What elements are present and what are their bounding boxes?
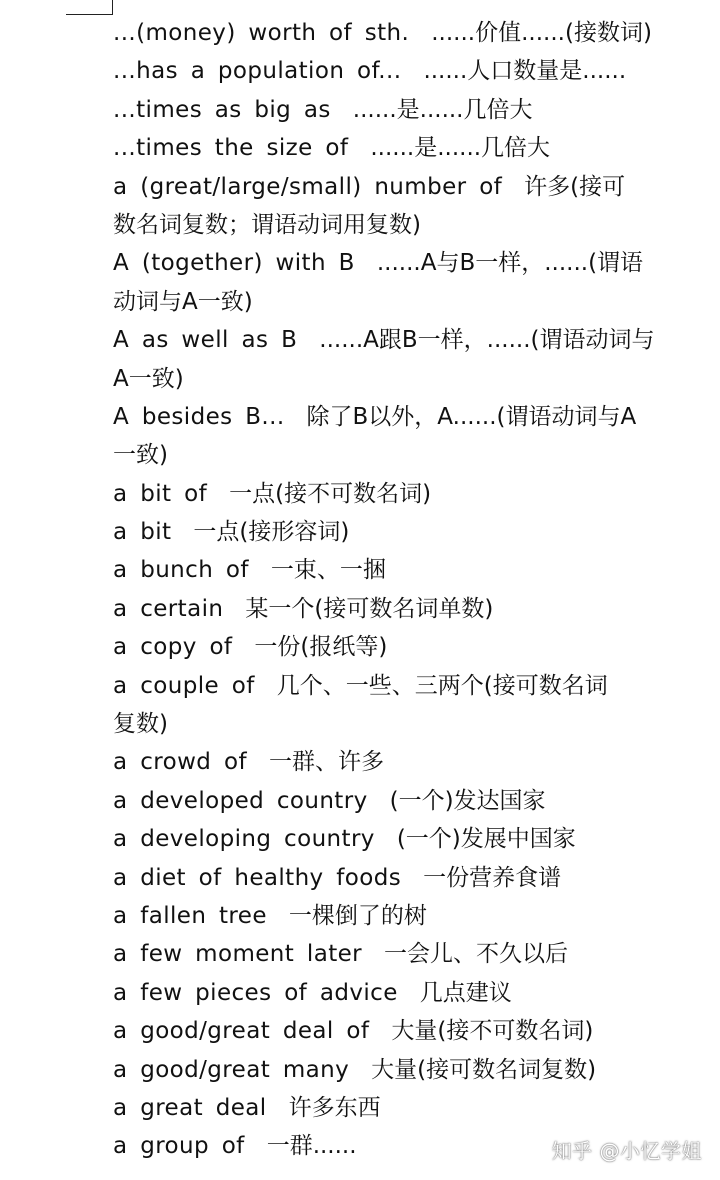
phrase-chinese: 一会儿、不久以后 bbox=[384, 941, 569, 968]
list-item-continuation bbox=[113, 206, 673, 244]
phrase-english: a (great/large/small) number of bbox=[113, 173, 503, 200]
phrase-english: a great deal bbox=[113, 1094, 267, 1121]
phrase-chinese: 除了B以外，A......(谓语动词与A bbox=[306, 403, 637, 430]
phrase-chinese: 几个、一些、三两个(接可数名词 bbox=[276, 672, 608, 699]
list-item bbox=[113, 91, 673, 129]
phrase-chinese: 许多东西 bbox=[288, 1094, 381, 1121]
phrase-english: a group of bbox=[113, 1133, 245, 1160]
list-item bbox=[113, 513, 673, 551]
list-item bbox=[113, 590, 673, 628]
list-item bbox=[113, 52, 673, 90]
phrase-chinese: ......价值......(接数词) bbox=[431, 20, 652, 46]
phrase-chinese: 数名词复数；谓语动词用复数) bbox=[113, 211, 421, 238]
list-item bbox=[113, 667, 673, 705]
list-item bbox=[113, 129, 673, 167]
list-item-continuation bbox=[113, 436, 673, 474]
list-item bbox=[113, 1051, 673, 1089]
phrase-chinese: 一点(接不可数名词) bbox=[229, 480, 432, 507]
phrase-english: a good/great many bbox=[113, 1056, 350, 1083]
phrase-chinese: ......是......几倍大 bbox=[370, 135, 551, 162]
phrase-english: a bit of bbox=[113, 480, 208, 507]
phrase-english: a copy of bbox=[113, 634, 233, 661]
phrase-english: a crowd of bbox=[113, 749, 247, 776]
phrase-chinese: 大量(接可数名词复数) bbox=[371, 1056, 597, 1083]
phrase-chinese: 某一个(接可数名词单数) bbox=[245, 595, 494, 622]
phrase-english: ...(money) worth of sth. bbox=[113, 20, 410, 46]
phrase-english: a developing country bbox=[113, 826, 375, 853]
list-item-continuation bbox=[113, 283, 673, 321]
phrase-english: A as well as B bbox=[113, 327, 298, 354]
phrase-chinese: ......人口数量是...... bbox=[423, 58, 627, 85]
phrase-chinese: 动词与A一致) bbox=[113, 288, 253, 315]
list-item bbox=[113, 475, 673, 513]
list-item bbox=[113, 820, 673, 858]
phrase-chinese: ......A跟B一样，......(谓语动词与 bbox=[319, 327, 655, 354]
phrase-chinese: 许多(接可 bbox=[524, 173, 626, 200]
watermark: 知乎 @小忆学姐 bbox=[551, 1139, 702, 1163]
phrase-chinese: 一点(接形容词) bbox=[193, 519, 350, 546]
phrase-english: a few moment later bbox=[113, 941, 363, 968]
list-item bbox=[113, 321, 673, 359]
list-item bbox=[113, 782, 673, 820]
phrase-english: a bit bbox=[113, 519, 172, 546]
list-item bbox=[113, 1089, 673, 1127]
page-corner-mark bbox=[66, 0, 113, 15]
phrase-chinese: 一棵倒了的树 bbox=[288, 902, 427, 929]
phrase-english: a few pieces of advice bbox=[113, 979, 398, 1006]
list-item bbox=[113, 551, 673, 589]
phrase-english: a diet of healthy foods bbox=[113, 864, 402, 891]
list-item bbox=[113, 168, 673, 206]
phrase-chinese: A一致) bbox=[113, 365, 184, 392]
list-item-continuation bbox=[113, 705, 673, 743]
phrase-english: ...has a population of... bbox=[113, 58, 402, 85]
list-item-continuation bbox=[113, 360, 673, 398]
phrase-chinese: 一束、一捆 bbox=[270, 557, 386, 584]
phrase-chinese: 一份(报纸等) bbox=[254, 634, 388, 661]
phrase-chinese: 一群、许多 bbox=[268, 749, 384, 776]
phrase-english: ...times as big as bbox=[113, 96, 331, 123]
phrase-english: a certain bbox=[113, 595, 224, 622]
phrase-chinese: 复数) bbox=[113, 711, 168, 738]
list-item bbox=[113, 1012, 673, 1050]
list-item bbox=[113, 628, 673, 666]
phrase-chinese: 一群...... bbox=[266, 1133, 357, 1160]
phrase-english: a good/great deal of bbox=[113, 1018, 370, 1045]
phrase-chinese: 一份营养食谱 bbox=[423, 864, 562, 891]
phrase-chinese: ......A与B一样，......(谓语 bbox=[376, 250, 644, 277]
phrase-chinese: 大量(接不可数名词) bbox=[391, 1018, 594, 1045]
phrase-english: a fallen tree bbox=[113, 902, 267, 929]
phrase-list bbox=[113, 14, 673, 1166]
phrase-english: a couple of bbox=[113, 672, 255, 699]
list-item bbox=[113, 244, 673, 282]
list-item bbox=[113, 974, 673, 1012]
phrase-chinese: ......是......几倍大 bbox=[352, 96, 533, 123]
phrase-chinese: 几点建议 bbox=[419, 979, 512, 1006]
phrase-chinese: (一个)发达国家 bbox=[389, 787, 546, 814]
list-item bbox=[113, 859, 673, 897]
phrase-english: a developed country bbox=[113, 787, 368, 814]
list-item bbox=[113, 897, 673, 935]
list-item bbox=[113, 935, 673, 973]
phrase-chinese: 一致) bbox=[113, 442, 168, 469]
phrase-english: A besides B... bbox=[113, 403, 285, 430]
phrase-english: ...times the size of bbox=[113, 135, 349, 162]
list-item bbox=[113, 14, 673, 52]
phrase-english: A (together) with B bbox=[113, 250, 355, 277]
list-item bbox=[113, 743, 673, 781]
phrase-english: a bunch of bbox=[113, 557, 249, 584]
list-item bbox=[113, 398, 673, 436]
phrase-chinese: (一个)发展中国家 bbox=[396, 826, 576, 853]
